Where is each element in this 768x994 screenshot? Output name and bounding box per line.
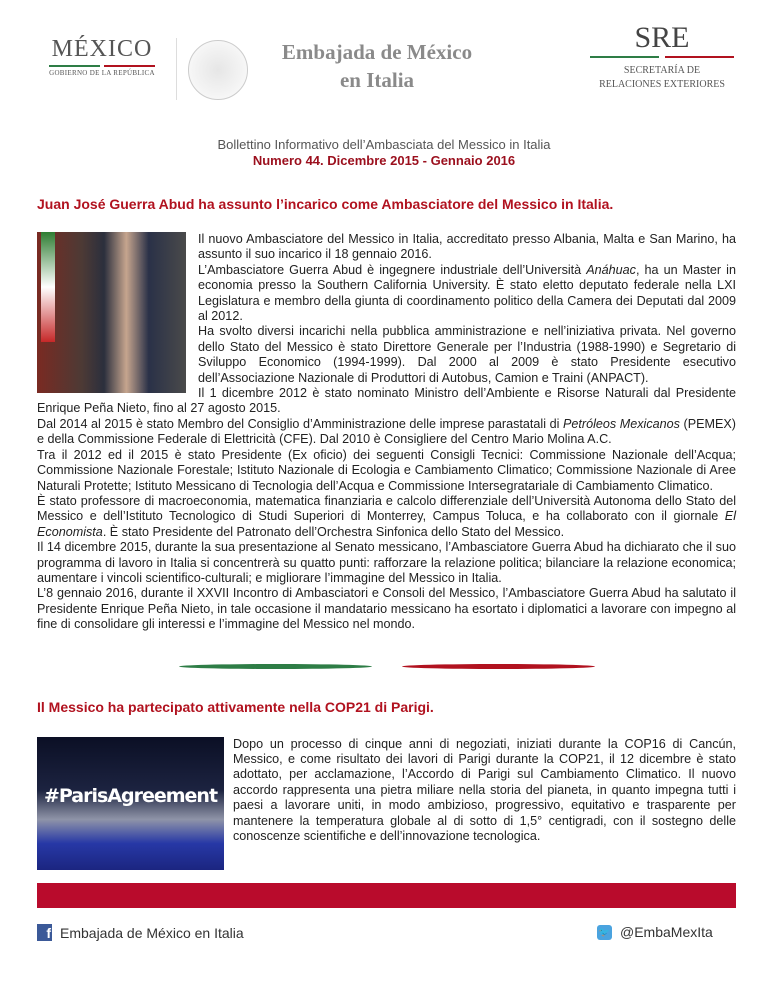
article-cop21 (37, 699, 736, 845)
letterhead (0, 0, 768, 120)
paragraph: Dopo un processo di cinque anni di negoziati, iniziati durante la COP16 di Cancún, Messico, e come risultato dei lavori di Parigi durante la COP21, il 12 dicembre è stato adottato, per acclamazione, l’Accordo di Parigi sul Cambiamento Climatico. Il nuovo accordo rappresenta una pietra miliare nella storia del pianeta, in quanto impegna tutti i paesi a lavorare uniti, in modo ambizioso, progressivo, equitativo e trasparente per mantenere la temperatura globale al di sotto di 1,5° centigradi, con il sostegno delle conoscenze scientifiche e dell’innovazione tecnologica. (233, 736, 736, 843)
paragraph: L’Ambasciatore Guerra Abud è ingegnere industriale dell’Università Anáhuac, ha un Master in economia presso la Southern California University. È stato eletto deputato federale nella LXI Legislatura e membro della giunta di coordinamento politico della Camera dei Deputati dal 2009 al 2012. (198, 262, 736, 324)
paragraph: È stato professore di macroeconomia, matematica finanziaria e calcolo differenziale dell’Università Autonoma dello Stato del Messico e dell’Istituto Tecnologico di Studi Superiori di Monterrey, Campus Toluca, e ha collaborato con il giornale El Economista. È stato Presidente del Patronato dell’Orchestra Sinfonica dello Stato del Messico. (37, 493, 736, 539)
paragraph: Ha svolto diversi incarichi nella pubblica amministrazione e nell’iniziativa privata. Nel governo dello Stato del Messico è stato Direttore Generale per l’Industria (1988-1990) e Segretario di Sviluppo Economico (1994-1999). Dal 2000 al 2009 è stato Presidente esecutivo dell’Associazione Nazionale di Produttori di Autobus, Camion e Traini (ANPACT). (198, 324, 736, 385)
paragraph: Dal 2014 al 2015 è stato Membro del Consiglio d’Amministrazione delle imprese parastatali di Petróleos Mexicanos (PEMEX) e della Commissione Federale di Elettricità (CFE). Dal 2010 è Consigliere del Centro Mario Molina A.C. (37, 416, 736, 447)
paris-agreement-photo: #ParisAgreement (37, 737, 224, 870)
footer-band (37, 883, 736, 908)
section-divider (37, 664, 736, 669)
twitter-icon: 🐦 (597, 925, 612, 940)
embassy-name: Embajada de México en Italia (281, 40, 473, 92)
article-heading: Juan José Guerra Abud ha assunto l’incarico come Ambasciatore del Messico in Italia. (37, 196, 614, 212)
facebook-link[interactable]: f Embajada de México en Italia (37, 924, 244, 941)
mexico-government-logo: MÉXICO GOBIERNO DE LA REPÚBLICA (49, 36, 155, 77)
paragraph: Il 14 dicembre 2015, durante la sua presentazione al Senato messicano, l’Ambasciatore Guerra Abud ha dichiarato che il suo programma di lavoro in Italia si concentrerà su quatto punti: rafforzare la relazione politica; bilanciare la relazione economica; aumentare i vincoli scientifico-culturali; e migliorare l’immagine del Messico in Italia. (37, 540, 736, 585)
article-heading: Il Messico ha partecipato attivamente nella COP21 di Parigi. (37, 698, 434, 715)
paragraph: Tra il 2012 ed il 2015 è stato Presidente (Ex oficio) dei seguenti Consigli Tecnici: Commissione Nazionale dell’Acqua; Commissione Nazionale Forestale; Istituto Nazionale di Ecologia e Cambiamento Climatico; Commissione Nazionale di Aree Naturali Protette; Istituto Messicano di Tecnologia dell’Acqua e Commissione Intersegratariale di Cambiamento Climatico. (37, 447, 736, 493)
issue-number: Numero 44. Dicembre 2015 - Gennaio 2016 (252, 153, 516, 168)
paragraph: Il 1 dicembre 2012 è stato nominato Ministro dell’Ambiente e Risorse Naturali dal Presidente Enrique Peña Nieto, fino al 27 agosto 2015. (37, 386, 736, 416)
national-seal-icon (188, 40, 248, 100)
paragraph: Il nuovo Ambasciatore del Messico in Italia, accreditato presso Albania, Malta e San Marino, ha assunto il suo incarico il 18 gennaio 2016. (198, 232, 736, 262)
ambassador-photo (37, 232, 186, 393)
article-ambassador (37, 196, 736, 633)
logo-divider (176, 38, 177, 100)
twitter-link[interactable]: 🐦 @EmbaMexIta (598, 924, 713, 940)
facebook-icon: f (37, 924, 52, 941)
paragraph: L’8 gennaio 2016, durante il XXVII Incontro di Ambasciatori e Consoli del Messico, l’Ambasciatore Guerra Abud ha salutato il Presidente Enrique Peña Nieto, in tale occasione il mandatario messicano ha esortato i diplomatici a lavorare con impegno al fine di consolidare gli interessi e l’immagine del Messico nel mondo. (37, 586, 736, 632)
bulletin-title: Bollettino Informativo dell’Ambasciata del Messico in Italia Numero 44. Dicembre 2015 - Gennaio 2016 (0, 137, 768, 169)
sre-logo: SRE SECRETARÍA DE RELACIONES EXTERIORES (584, 22, 740, 92)
newsletter-content (37, 196, 736, 872)
